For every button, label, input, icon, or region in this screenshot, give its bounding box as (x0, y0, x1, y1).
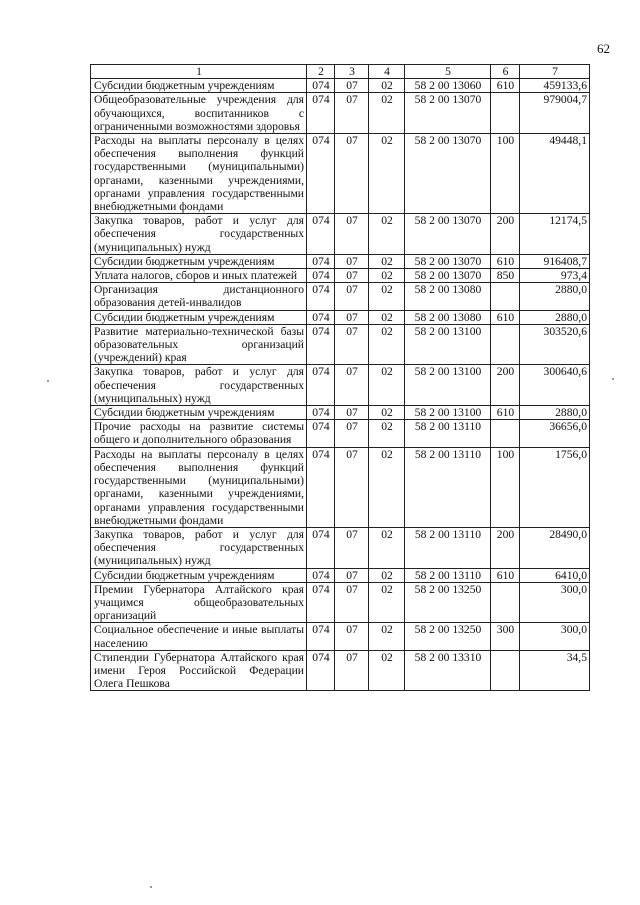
row-type-cell: 200 (491, 365, 520, 406)
table-row (91, 406, 590, 420)
row-subsection-cell: 02 (369, 254, 405, 268)
row-subsection-cell: 02 (369, 568, 405, 582)
row-code-cell: 074 (307, 568, 335, 582)
budget-table (90, 64, 590, 691)
row-target-cell: 58 2 00 13070 (405, 254, 491, 268)
table-row (91, 93, 590, 134)
page-number: 62 (597, 41, 610, 56)
row-target-cell: 58 2 00 13080 (405, 283, 491, 310)
row-target-cell: 58 2 00 13080 (405, 310, 491, 324)
scan-speck (612, 378, 614, 380)
table-row (91, 324, 590, 365)
row-amount-cell: 303520,6 (520, 324, 590, 365)
row-amount-cell: 2880,0 (520, 310, 590, 324)
row-type-cell: 200 (491, 214, 520, 255)
row-name-cell: Развитие материально-технической базы образовательных организаций (учреждений) края (91, 324, 307, 365)
row-amount-cell: 6410,0 (520, 568, 590, 582)
table-row (91, 214, 590, 255)
row-amount-cell: 34,5 (520, 650, 590, 691)
row-section-cell: 07 (335, 254, 369, 268)
row-section-cell: 07 (335, 623, 369, 650)
row-subsection-cell: 02 (369, 324, 405, 365)
row-type-cell: 610 (491, 254, 520, 268)
row-amount-cell: 300640,6 (520, 365, 590, 406)
row-name-cell: Уплата налогов, сборов и иных платежей (91, 269, 307, 283)
row-amount-cell: 36656,0 (520, 420, 590, 447)
row-subsection-cell: 02 (369, 134, 405, 214)
row-name-cell: Расходы на выплаты персоналу в целях обеспечения выполнения функций государственными (муниципальными) органами, казенными учреждениями, органами управления государственными внебюджетными фондами (91, 134, 307, 214)
row-section-cell: 07 (335, 310, 369, 324)
row-subsection-cell: 02 (369, 420, 405, 447)
row-section-cell: 07 (335, 283, 369, 310)
row-section-cell: 07 (335, 214, 369, 255)
table-row (91, 365, 590, 406)
row-type-cell: 100 (491, 134, 520, 214)
row-subsection-cell: 02 (369, 214, 405, 255)
scan-speck (47, 380, 49, 382)
row-subsection-cell: 02 (369, 650, 405, 691)
row-code-cell: 074 (307, 214, 335, 255)
table-row (91, 269, 590, 283)
row-name-cell: Премии Губернатора Алтайского края учащимся общеобразовательных организаций (91, 582, 307, 623)
row-code-cell: 074 (307, 420, 335, 447)
row-subsection-cell: 02 (369, 79, 405, 93)
table-row (91, 568, 590, 582)
row-section-cell: 07 (335, 79, 369, 93)
row-type-cell: 100 (491, 447, 520, 527)
row-amount-cell: 300,0 (520, 582, 590, 623)
scan-speck (150, 886, 152, 888)
table-row (91, 650, 590, 691)
row-code-cell: 074 (307, 582, 335, 623)
row-code-cell: 074 (307, 650, 335, 691)
row-type-cell: 610 (491, 79, 520, 93)
row-amount-cell: 973,4 (520, 269, 590, 283)
row-code-cell: 074 (307, 324, 335, 365)
row-name-cell: Субсидии бюджетным учреждениям (91, 310, 307, 324)
row-section-cell: 07 (335, 269, 369, 283)
row-section-cell: 07 (335, 134, 369, 214)
header-col-3: 3 (335, 65, 369, 79)
row-target-cell: 58 2 00 13110 (405, 420, 491, 447)
header-col-2: 2 (307, 65, 335, 79)
row-subsection-cell: 02 (369, 269, 405, 283)
row-subsection-cell: 02 (369, 93, 405, 134)
table-row (91, 79, 590, 93)
row-target-cell: 58 2 00 13100 (405, 406, 491, 420)
row-type-cell: 300 (491, 623, 520, 650)
row-type-cell (491, 650, 520, 691)
row-code-cell: 074 (307, 93, 335, 134)
row-type-cell: 610 (491, 568, 520, 582)
row-name-cell: Общеобразовательные учреждения для обучающихся, воспитанников с ограниченными возможностями здоровья (91, 93, 307, 134)
row-section-cell: 07 (335, 568, 369, 582)
row-code-cell: 074 (307, 269, 335, 283)
row-target-cell: 58 2 00 13310 (405, 650, 491, 691)
row-target-cell: 58 2 00 13070 (405, 93, 491, 134)
table-row (91, 254, 590, 268)
row-amount-cell: 979004,7 (520, 93, 590, 134)
row-code-cell: 074 (307, 447, 335, 527)
row-type-cell (491, 283, 520, 310)
row-code-cell: 074 (307, 79, 335, 93)
row-code-cell: 074 (307, 527, 335, 568)
row-section-cell: 07 (335, 527, 369, 568)
row-target-cell: 58 2 00 13110 (405, 568, 491, 582)
row-section-cell: 07 (335, 365, 369, 406)
row-name-cell: Стипендии Губернатора Алтайского края имени Героя Российской Федерации Олега Пешкова (91, 650, 307, 691)
row-section-cell: 07 (335, 650, 369, 691)
header-col-1: 1 (91, 65, 307, 79)
row-amount-cell: 916408,7 (520, 254, 590, 268)
row-code-cell: 074 (307, 623, 335, 650)
row-target-cell: 58 2 00 13110 (405, 447, 491, 527)
table-row (91, 310, 590, 324)
row-code-cell: 074 (307, 283, 335, 310)
row-code-cell: 074 (307, 310, 335, 324)
row-section-cell: 07 (335, 447, 369, 527)
row-amount-cell: 2880,0 (520, 283, 590, 310)
row-subsection-cell: 02 (369, 406, 405, 420)
row-amount-cell: 2880,0 (520, 406, 590, 420)
row-name-cell: Расходы на выплаты персоналу в целях обеспечения выполнения функций государственными (муниципальными) органами, казенными учреждениями, органами управления государственными внебюджетными фондами (91, 447, 307, 527)
table-row (91, 527, 590, 568)
row-name-cell: Субсидии бюджетным учреждениям (91, 568, 307, 582)
row-target-cell: 58 2 00 13070 (405, 214, 491, 255)
row-subsection-cell: 02 (369, 582, 405, 623)
row-name-cell: Закупка товаров, работ и услуг для обеспечения государственных (муниципальных) нужд (91, 214, 307, 255)
row-subsection-cell: 02 (369, 447, 405, 527)
row-subsection-cell: 02 (369, 283, 405, 310)
row-code-cell: 074 (307, 365, 335, 406)
row-amount-cell: 1756,0 (520, 447, 590, 527)
table-row (91, 623, 590, 650)
row-code-cell: 074 (307, 134, 335, 214)
row-section-cell: 07 (335, 420, 369, 447)
row-name-cell: Субсидии бюджетным учреждениям (91, 406, 307, 420)
table-body (91, 79, 590, 691)
row-name-cell: Закупка товаров, работ и услуг для обеспечения государственных (муниципальных) нужд (91, 365, 307, 406)
row-type-cell (491, 324, 520, 365)
row-type-cell (491, 582, 520, 623)
header-row (91, 65, 590, 79)
table-row (91, 134, 590, 214)
row-name-cell: Социальное обеспечение и иные выплаты населению (91, 623, 307, 650)
row-subsection-cell: 02 (369, 623, 405, 650)
table-header (91, 65, 590, 79)
table-row (91, 420, 590, 447)
row-target-cell: 58 2 00 13060 (405, 79, 491, 93)
row-section-cell: 07 (335, 582, 369, 623)
row-target-cell: 58 2 00 13250 (405, 623, 491, 650)
row-subsection-cell: 02 (369, 527, 405, 568)
row-code-cell: 074 (307, 254, 335, 268)
row-type-cell (491, 93, 520, 134)
row-subsection-cell: 02 (369, 310, 405, 324)
row-amount-cell: 300,0 (520, 623, 590, 650)
header-col-7: 7 (520, 65, 590, 79)
row-target-cell: 58 2 00 13070 (405, 134, 491, 214)
row-section-cell: 07 (335, 93, 369, 134)
row-target-cell: 58 2 00 13100 (405, 365, 491, 406)
row-name-cell: Субсидии бюджетным учреждениям (91, 254, 307, 268)
row-amount-cell: 28490,0 (520, 527, 590, 568)
row-subsection-cell: 02 (369, 365, 405, 406)
row-target-cell: 58 2 00 13070 (405, 269, 491, 283)
row-target-cell: 58 2 00 13110 (405, 527, 491, 568)
row-section-cell: 07 (335, 406, 369, 420)
table-row (91, 582, 590, 623)
header-col-4: 4 (369, 65, 405, 79)
row-name-cell: Субсидии бюджетным учреждениям (91, 79, 307, 93)
row-type-cell (491, 420, 520, 447)
table-row (91, 283, 590, 310)
row-type-cell: 610 (491, 406, 520, 420)
row-type-cell: 200 (491, 527, 520, 568)
row-type-cell: 850 (491, 269, 520, 283)
row-amount-cell: 459133,6 (520, 79, 590, 93)
row-target-cell: 58 2 00 13250 (405, 582, 491, 623)
table-row (91, 447, 590, 527)
header-col-5: 5 (405, 65, 491, 79)
row-target-cell: 58 2 00 13100 (405, 324, 491, 365)
row-section-cell: 07 (335, 324, 369, 365)
row-amount-cell: 12174,5 (520, 214, 590, 255)
row-amount-cell: 49448,1 (520, 134, 590, 214)
header-col-6: 6 (491, 65, 520, 79)
row-type-cell: 610 (491, 310, 520, 324)
row-name-cell: Прочие расходы на развитие системы общего и дополнительного образования (91, 420, 307, 447)
row-name-cell: Закупка товаров, работ и услуг для обеспечения государственных (муниципальных) нужд (91, 527, 307, 568)
row-name-cell: Организация дистанционного образования детей-инвалидов (91, 283, 307, 310)
row-code-cell: 074 (307, 406, 335, 420)
